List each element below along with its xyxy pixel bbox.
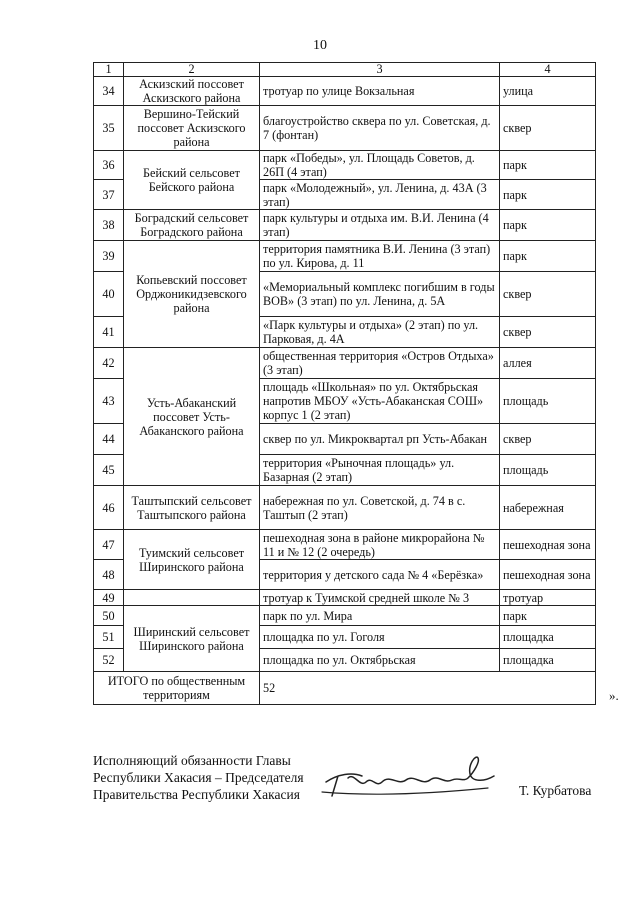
territory-type-cell: площадь [500, 455, 596, 486]
row-number-cell: 51 [94, 626, 124, 649]
territory-name-cell: «Мемориальный комплекс погибшим в годы ВОВ» (3 этап) по ул. Ленина, д. 5А [260, 272, 500, 317]
territory-type-cell: улица [500, 77, 596, 106]
territory-type-cell: парк [500, 180, 596, 210]
table-row [94, 151, 596, 180]
column-header: 4 [500, 63, 596, 77]
territory-type-cell: парк [500, 151, 596, 180]
total-value-cell: 52 [260, 672, 596, 705]
row-number-cell: 47 [94, 530, 124, 560]
table-row [94, 106, 596, 151]
row-number-cell: 46 [94, 486, 124, 530]
row-number-cell: 40 [94, 272, 124, 317]
row-number-cell: 41 [94, 317, 124, 348]
territory-type-cell: аллея [500, 348, 596, 379]
territory-type-cell: сквер [500, 272, 596, 317]
municipality-cell: Усть-Абаканский поссовет Усть-Абаканского района [124, 348, 260, 486]
territory-name-cell: площадка по ул. Октябрьская [260, 649, 500, 672]
territory-name-cell: территория памятника В.И. Ленина (3 этап) по ул. Кирова, д. 11 [260, 241, 500, 272]
territory-type-cell: площадка [500, 649, 596, 672]
signer-title-line: Республики Хакасия – Председателя [93, 770, 304, 785]
table-row [94, 530, 596, 560]
territory-type-cell: набережная [500, 486, 596, 530]
territory-type-cell: сквер [500, 317, 596, 348]
signer-title-line: Правительства Республики Хакасия [93, 787, 300, 802]
territory-name-cell: благоустройство сквера по ул. Советская, д. 7 (фонтан) [260, 106, 500, 151]
total-label-cell: ИТОГО по общественным территориям [94, 672, 260, 705]
column-header: 3 [260, 63, 500, 77]
municipality-cell: Ширинский сельсовет Ширинского района [124, 606, 260, 672]
table-header-row [94, 63, 596, 77]
territory-type-cell: парк [500, 241, 596, 272]
municipality-cell: Аскизский поссовет Аскизского района [124, 77, 260, 106]
row-number-cell: 38 [94, 210, 124, 241]
territory-name-cell: площадка по ул. Гоголя [260, 626, 500, 649]
column-header: 2 [124, 63, 260, 77]
table-total-row [94, 672, 596, 705]
territory-type-cell: площадь [500, 379, 596, 424]
territory-type-cell: площадка [500, 626, 596, 649]
territory-name-cell: парк «Молодежный», ул. Ленина, д. 43А (3 этап) [260, 180, 500, 210]
row-number-cell: 50 [94, 606, 124, 626]
table-row [94, 77, 596, 106]
column-header: 1 [94, 63, 124, 77]
table-row [94, 241, 596, 272]
table-row [94, 486, 596, 530]
territory-name-cell: пешеходная зона в районе микрорайона № 11 и № 12 (2 очередь) [260, 530, 500, 560]
page-number: 10 [313, 38, 327, 53]
territory-type-cell: парк [500, 210, 596, 241]
territory-name-cell: общественная территория «Остров Отдыха» (3 этап) [260, 348, 500, 379]
territory-name-cell: площадь «Школьная» по ул. Октябрьская напротив МБОУ «Усть-Абаканская СОШ» корпус 1 (2 этап) [260, 379, 500, 424]
signer-title [93, 752, 304, 803]
municipality-cell: Вершино-Тейский поссовет Аскизского района [124, 106, 260, 151]
row-number-cell: 36 [94, 151, 124, 180]
territory-name-cell: парк «Победы», ул. Площадь Советов, д. 26П (4 этап) [260, 151, 500, 180]
table-row [94, 606, 596, 626]
signer-title-line: Исполняющий обязанности Главы [93, 753, 291, 768]
municipality-cell: Таштыпский сельсовет Таштыпского района [124, 486, 260, 530]
municipality-cell: Туимский сельсовет Ширинского района [124, 530, 260, 590]
territory-type-cell: пешеходная зона [500, 560, 596, 590]
territory-name-cell: «Парк культуры и отдыха» (2 этап) по ул. Парковая, д. 4А [260, 317, 500, 348]
row-number-cell: 44 [94, 424, 124, 455]
table-row [94, 590, 596, 606]
municipality-cell: Боградский сельсовет Боградского района [124, 210, 260, 241]
handwritten-signature [318, 752, 508, 802]
row-number-cell: 34 [94, 77, 124, 106]
territory-name-cell: территория «Рыночная площадь» ул. Базарная (2 этап) [260, 455, 500, 486]
municipality-cell: Бейский сельсовет Бейского района [124, 151, 260, 210]
row-number-cell: 43 [94, 379, 124, 424]
table-row [94, 348, 596, 379]
territory-name-cell: парк по ул. Мира [260, 606, 500, 626]
table-row [94, 210, 596, 241]
row-number-cell: 37 [94, 180, 124, 210]
territory-name-cell: набережная по ул. Советской, д. 74 в с. Таштып (2 этап) [260, 486, 500, 530]
row-number-cell: 42 [94, 348, 124, 379]
territories-table [93, 62, 596, 705]
territory-name-cell: тротуар по улице Вокзальная [260, 77, 500, 106]
row-number-cell: 35 [94, 106, 124, 151]
territory-name-cell: тротуар к Туимской средней школе № 3 [260, 590, 500, 606]
territory-name-cell: парк культуры и отдыха им. В.И. Ленина (4 этап) [260, 210, 500, 241]
territory-type-cell: сквер [500, 106, 596, 151]
territories-table-body [94, 63, 596, 705]
row-number-cell: 52 [94, 649, 124, 672]
row-number-cell: 49 [94, 590, 124, 606]
row-number-cell: 45 [94, 455, 124, 486]
signer-name: Т. Курбатова [519, 783, 592, 798]
territory-type-cell: парк [500, 606, 596, 626]
territory-type-cell: пешеходная зона [500, 530, 596, 560]
territory-name-cell: сквер по ул. Микроквартал рп Усть-Абакан [260, 424, 500, 455]
row-number-cell: 48 [94, 560, 124, 590]
municipality-cell: Копьевский поссовет Орджоникидзевского района [124, 241, 260, 348]
territory-name-cell: территория у детского сада № 4 «Берёзка» [260, 560, 500, 590]
closing-quote: ». [609, 688, 619, 703]
municipality-cell [124, 590, 260, 606]
territory-type-cell: тротуар [500, 590, 596, 606]
row-number-cell: 39 [94, 241, 124, 272]
territory-type-cell: сквер [500, 424, 596, 455]
